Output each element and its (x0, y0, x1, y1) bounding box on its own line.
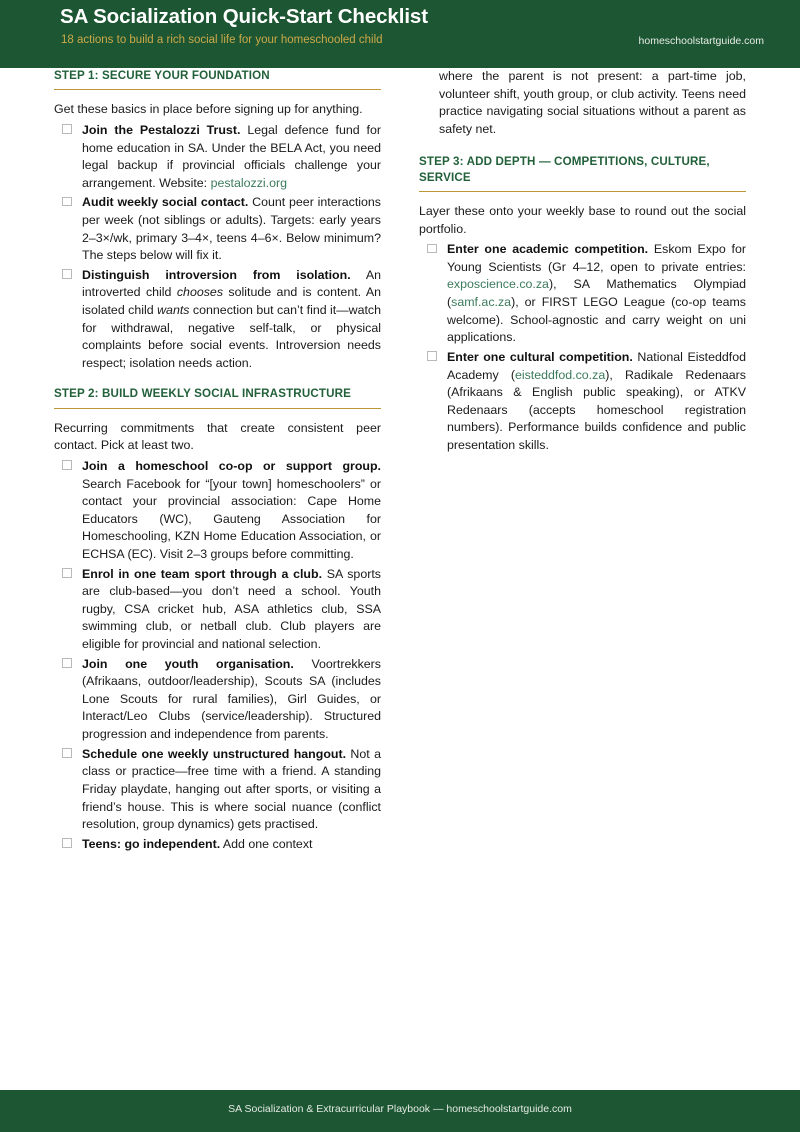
page-header (0, 0, 800, 68)
item-title: Distinguish introversion from isolation. (82, 267, 351, 282)
empty-checkbox-icon[interactable] (427, 244, 437, 254)
list-item[interactable] (62, 656, 381, 744)
right-column (419, 68, 746, 457)
item-link[interactable]: exposcience.co.za (447, 277, 549, 292)
page-subtitle: 18 actions to build a rich social life for your homeschooled child (61, 34, 383, 46)
item-body: SA sports are club-based—you don’t need a school. Youth rugby, CSA cricket hub, ASA athletics club, SSA swimming club, or netball club. Club players are eligible for provincial and national selection. (82, 566, 381, 652)
section-lead-step-1: Get these basics in place before signing up for anything. (54, 102, 363, 117)
document-body (0, 68, 800, 1090)
item-title: Audit weekly social contact. (82, 195, 249, 210)
section-step-2 (54, 386, 381, 853)
item-body: Eskom Expo for Young Scientists (Gr 4–12, open to private entries: (447, 242, 746, 274)
section-rule (419, 191, 746, 192)
item-title: Join the Pestalozzi Trust. (82, 122, 241, 137)
footer-text: SA Socialization & Extracurricular Playbook — homeschoolstartguide.com (228, 1103, 572, 1115)
list-item[interactable] (62, 267, 381, 373)
list-item[interactable] (427, 241, 746, 347)
left-column (54, 68, 381, 855)
checklist-step-2 (54, 458, 381, 853)
empty-checkbox-icon[interactable] (427, 351, 437, 361)
item-body: Count peer interactions per week (not siblings or adults). Targets: early years 2–3×/wk, primary 3–4×, teens 4–6×. Below minimum? The steps below will fix it. (82, 195, 381, 263)
page-title: SA Socialization Quick-Start Checklist (60, 5, 428, 28)
header-site-url: homeschoolstartguide.com (638, 35, 764, 47)
item-body: Not a class or practice—free time with a friend. A standing Friday playdate, hanging out after sports, or visiting a friend’s house. This is where social nuance (conflict resolution, group dynamics) gets practised. (82, 746, 381, 832)
section-lead-step-3: Layer these onto your weekly base to round out the social portfolio. (419, 204, 746, 236)
page-footer (0, 1090, 800, 1132)
item-body: ), SA Mathematics Olympiad ( (447, 277, 746, 310)
continued-paragraph: where the parent is not present: a part-time job, volunteer shift, youth group, or club activity. Teens need practice navigating social situations without a parent as safety net. (439, 69, 746, 136)
section-heading-step-2: STEP 2: BUILD WEEKLY SOCIAL INFRASTRUCTURE (54, 387, 352, 401)
section-rule (54, 89, 381, 90)
item-body: Voortrekkers (Afrikaans, outdoor/leadership), Scouts SA (includes Lone Scouts for rural families), Girl Guides, or Interact/Leo Clubs (service/leadership). Structured progression and independence from parents. (82, 656, 381, 742)
item-title: Enter one cultural competition. (447, 349, 633, 364)
empty-checkbox-icon[interactable] (62, 658, 72, 668)
item-body: Search Facebook for “[your town] homeschoolers” or contact your provincial association: Cape Home Educators (WC), Gauteng Association for Homeschooling, KZN Home Education Association, or ECHSA (EC). Visit 2–3 groups before committing. (82, 476, 381, 561)
item-title: Enter one academic competition. (447, 242, 649, 257)
list-item[interactable] (62, 194, 381, 264)
item-body: ), or FIRST LEGO League (co-op teams welcome). School-agnostic and carry weight on uni applications. (447, 295, 746, 345)
section-lead-step-2: Recurring commitments that create consistent peer contact. Pick at least two. (54, 420, 381, 453)
section-step-1 (54, 68, 381, 372)
item-title: Enrol in one team sport through a club. (82, 566, 323, 581)
list-item[interactable] (62, 458, 381, 564)
checklist-step-3 (419, 241, 746, 454)
empty-checkbox-icon[interactable] (62, 197, 72, 207)
item-body: Add one context (222, 836, 313, 851)
item-title: Join a homeschool co-op or support group. (82, 458, 381, 473)
item-link[interactable]: samf.ac.za (451, 295, 512, 310)
item-body: connection but can’t find it—watch for withdrawal, negative self-talk, or physical complaints before social events. Introversion needs respect; isolation needs action. (82, 303, 382, 370)
empty-checkbox-icon[interactable] (62, 568, 72, 578)
empty-checkbox-icon[interactable] (62, 838, 72, 848)
item-emphasis: chooses (176, 285, 224, 300)
item-title: Schedule one weekly unstructured hangout. (82, 746, 347, 761)
item-body: solitude and is content. An isolated child (82, 285, 381, 317)
empty-checkbox-icon[interactable] (62, 124, 72, 134)
item-title: Join one youth organisation. (82, 656, 294, 671)
section-heading-step-3: STEP 3: ADD DEPTH — COMPETITIONS, CULTURE, SERVICE (419, 155, 710, 184)
item-body: National Eisteddfod Academy ( (447, 349, 746, 382)
item-body: An introverted child (82, 267, 381, 300)
list-item[interactable] (62, 746, 381, 834)
checklist-step-1 (54, 122, 381, 373)
list-item[interactable] (62, 566, 381, 654)
list-item[interactable] (62, 122, 381, 192)
section-rule (54, 408, 381, 409)
item-link[interactable]: pestalozzi.org (210, 175, 288, 190)
list-item[interactable] (62, 836, 381, 854)
list-item[interactable] (427, 349, 746, 455)
item-title: Teens: go independent. (82, 836, 221, 851)
item-body: Legal defence fund for home education in SA. Under the BELA Act, you need legal backup if provincial officials challenge your arrangement. Website: (82, 122, 381, 190)
section-step-3 (419, 154, 746, 454)
item-emphasis: wants (157, 303, 190, 317)
empty-checkbox-icon[interactable] (62, 748, 72, 758)
item-link[interactable]: eisteddfod.co.za (514, 367, 606, 382)
empty-checkbox-icon[interactable] (62, 460, 72, 470)
item-body: ), Radikale Redenaars (Afrikaans & English public speaking), or ATKV Redenaars (accepts homeschool registration numbers). Performance builds confidence and public presentation skills. (447, 367, 746, 452)
section-heading-step-1: STEP 1: SECURE YOUR FOUNDATION (54, 69, 270, 82)
empty-checkbox-icon[interactable] (62, 269, 72, 279)
